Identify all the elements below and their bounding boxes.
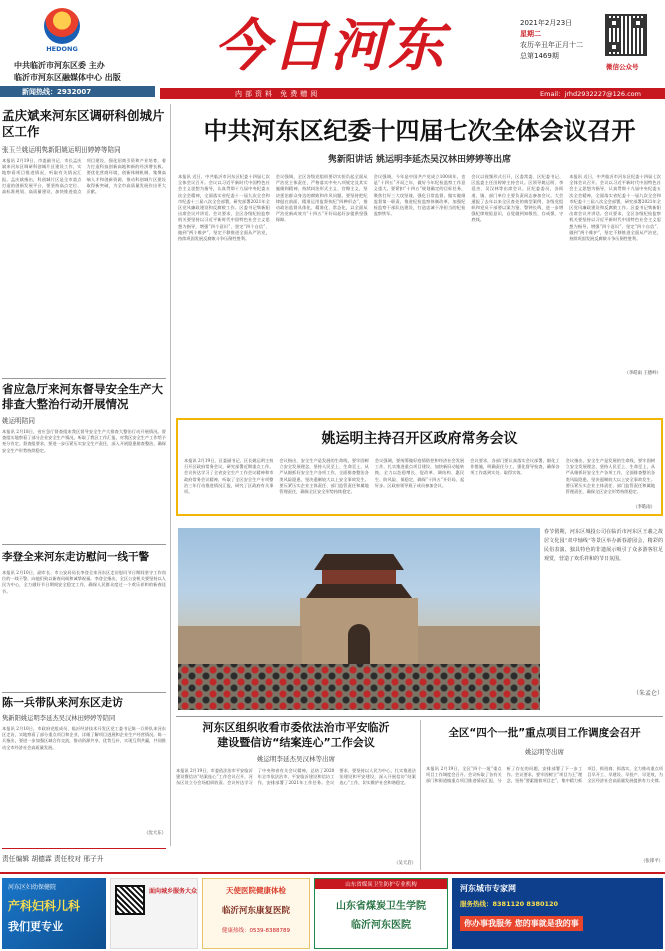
ad-service — [110, 878, 198, 949]
bottom-story-2-headline: 全区“四个一批”重点项目工作调度会召开 — [448, 727, 641, 739]
qr-code — [605, 14, 647, 56]
logo-emblem-icon — [44, 8, 80, 44]
lead-body-col-4: 会议以视频形式召开，区委常委、区纪委书记、区监委主任田婷婷主持会议。区领导姚运明、李延杰、吴汉林等出席会议。区纪委委员，各街道、镇、部门单位主要负责同志参加会议。大会通报了去年以来全区查处的典型案例，各级党组织和党员干部要以案为鉴、警钟长鸣，进一步增强纪律规矩意识，自觉做到知敬畏、存戒惧、守底线。 — [471, 174, 564, 223]
ad5-phone: 服务热线：8381120 8380120 — [460, 900, 559, 908]
left-story-2-headline: 省应急厅来河东督导安全生产大排查大整治行动开展情况 — [2, 382, 163, 411]
news-photo — [178, 528, 540, 710]
feature-body — [184, 458, 655, 512]
left-story-4-subhead: 隽新阳姚运明李延杰吴汉林田婷婷等陪同 — [2, 715, 116, 722]
column-divider — [420, 720, 421, 870]
feature-story-box — [176, 418, 663, 516]
ad5-main: 你办事我服务 您的事就是我的事 — [460, 916, 583, 931]
hotline-bar — [0, 86, 155, 97]
photo-credit: （朱孟仑） — [632, 690, 663, 697]
left-story-4 — [2, 696, 166, 846]
left-story-2-subhead: 姚运明陪同 — [2, 417, 35, 425]
lead-headline: 中共河东区纪委十四届七次全体会议召开 — [203, 117, 636, 145]
issue-number: 总第1469期 — [520, 52, 559, 60]
feature-body-col-1: 本报讯 2月19日，区委副书记、区长姚运明主持召开区政府常务会议，研究部署近期重点工作。会议传达学习了全省安全生产工作会议精神和市政府常务会议精神，听取了全区安全生产专项整治三年行动推进情况汇报，研究了区政府有关事项。 — [184, 458, 274, 495]
ad4-top: 山东省煤炭卫生防护专业机构 — [315, 879, 447, 889]
ad1-sub: 我们更专业 — [8, 920, 63, 933]
left-story-4-body: 本报讯 2月10日，市政府党组成员、临沂经济技术开发区党工委书记陈一兵带队来河东区走访，实地察看了部分重点项目和企业，详细了解项目进展和企业生产经营情况。陈一兵指出，要进一步加强区域合作交流，推动资源共享、优势互补，实现互利共赢，共同推动全市经济社会高质量发展。 — [2, 726, 166, 750]
bottom-story-2 — [426, 720, 663, 870]
bottom-story-1 — [176, 720, 416, 870]
ads-strip — [0, 872, 665, 951]
left-story-1-subhead: 张玉兰姚运明隽新阳姚运明田婷婷等陪同 — [2, 146, 121, 154]
photo-caption: 春节假期，河东区城投公司在临沂市河东区王羲之故居文化园“双中轴线”等景区举办新春游园会，精彩的民俗表演、独具特色的非遗展示吸引了众多游客驻足观赏，营造了欢乐祥和的节日氛围。 — [544, 529, 663, 562]
ad-city-service — [452, 878, 663, 949]
left-story-4-signature: （沈大东） — [144, 831, 166, 836]
bottom-story-2-body: 本报讯 2月19日，全区“四个一批”重点项目工作调度会召开。会议听取了各有关部门和街道镇重点项目推进情况汇报，分析了存在的问题，安排部署了下一步工作。会议要求，要牢固树立“项目为王”理念，坚持“要素跟着项目走”，集中精力抓项目、抓招商、抓落实，全力推动重点项目早开工、早建设、早投产、早见效，为全区经济社会高质量发展提供有力支撑。 — [426, 766, 663, 784]
photo-caption-box — [544, 528, 663, 710]
ad-rehab-hospital — [202, 878, 310, 949]
divider — [2, 378, 166, 379]
lead-signature: （李皓雨 王德岭） — [624, 371, 661, 376]
bottom-story-1-headline: 河东区组织收看市委依法治市平安临沂建设暨信访“结案连心”工作会议 — [202, 721, 390, 749]
lead-body-col-5-text: 本报讯 近日，中共临沂市河东区纪委十四届七次全体会议召开。会议以习近平新时代中国特色社会主义思想为指导，认真贯彻十九届中央纪委五次全会精神，全面落实省纪委十一届九次全会和市纪委十三届八次全会部署，研究部署2021年全区党风廉政建设和反腐败工作。区委书记隽新阳出席会议并讲话。会议要求，全区各级纪检监察机关要坚持以习近平新时代中国特色社会主义思想为指导，增强“四个意识”、坚定“四个自信”、做到“两个维护”，坚定不移推进全面从严治党，持续巩固发展反腐败斗争压倒性胜利。 — [569, 174, 661, 242]
bottom-story-2-subhead: 姚运明等出席 — [525, 748, 564, 756]
ad2-title: 面向城乡服务大众 — [149, 888, 197, 895]
feature-body-col-3: 会议强调，要统筹做好疫情防控和经济社会发展工作，扎实推进重点项目建设，加快新旧动能转换，全力以赴稳增长、促改革、调结构、惠民生、防风险、保稳定，确保“十四五”开好局、起好步。区政府领导班子成员参加会议。 — [374, 458, 465, 488]
divider — [2, 544, 166, 545]
left-story-3 — [2, 550, 166, 690]
lunar-date: 农历辛丑年正月十二 — [520, 41, 583, 49]
hotline-text: 新闻热线：2932007 — [22, 88, 92, 96]
feature-body-col-5 — [566, 458, 655, 512]
side-wall-right — [418, 626, 540, 666]
feature-body-col-4: 会议要求，各部门要认真落实会议部署，细化工作措施，明确责任分工，强化督导检查，确保各项工作落到实处、取得实效。 — [470, 458, 560, 476]
ad3-main: 临沂河东康复医院 — [221, 906, 290, 916]
bottom-story-1-subhead: 姚运明李延杰吴汉林等出席 — [257, 755, 335, 763]
divider — [2, 692, 166, 693]
bottom-story-1-body: 本报讯 2月19日，市委依法治市平安临沂建设暨信访“结案连心”工作会议召开，河东区设立分会场组织收看。会议传达学习了中央和省有关会议精神，总结了2020年全市依法治市、平安临沂建设和信访工作，安排部署了2021年工作任务。会议要求，要坚持以人民为中心，扎实推进法治建设和平安建设，深入开展信访“结案连心”工作，切实维护社会和谐稳定。 — [176, 768, 416, 786]
ad1-title: 河东区妇幼保健院 — [8, 884, 57, 891]
ad2-qr-code — [115, 885, 145, 915]
logo-text: HEDONG — [46, 45, 78, 53]
ad3-phone: 健康热线：0539-8388789 — [222, 928, 290, 934]
qr-caption: 微信公众号 — [606, 63, 639, 71]
banner-free-note: 内部资料 免费赠阅 — [235, 90, 321, 98]
title-banner — [160, 88, 665, 99]
feature-headline: 姚运明主持召开区政府常务会议 — [321, 431, 518, 447]
lead-body-col-5 — [569, 174, 661, 379]
ad-maternity-hospital — [2, 878, 106, 949]
left-story-1 — [2, 108, 166, 380]
feature-signature: （李皓雨） — [633, 505, 656, 510]
ad4-main: 山东省煤炭卫生学院 — [336, 901, 426, 912]
email-text: Email：jrhd2932227@126.com — [540, 90, 641, 98]
masthead — [0, 0, 665, 100]
crowd-illustration — [178, 664, 540, 710]
left-story-1-headline: 孟庆斌来河东区调研科创城片区工作 — [2, 108, 165, 139]
publisher-line-1: 中共临沂市河东区委 主办 — [14, 61, 105, 70]
side-wall-left — [178, 626, 302, 666]
ad3-title: 天使医院健康体检 — [226, 886, 286, 895]
ad-coal-hospital — [314, 878, 448, 949]
left-story-2-body: 本报讯 2月18日，省应急厅督查组来我区督导安全生产大排查大整治行动开展情况。督查组实地察看了部分企业安全生产情况，听取了我区工作汇报，对我区安全生产工作给予充分肯定。督查组要求，要进一步压紧压实安全生产责任，深入开展隐患排查整治，确保安全生产形势持续稳定。 — [2, 429, 166, 453]
bottom-story-1-signature: （吴天启） — [394, 861, 416, 866]
left-story-3-headline: 李登全来河东走访慰问一线干警 — [2, 551, 149, 563]
publisher-line-2: 临沂市河东区融媒体中心 出版 — [14, 73, 121, 82]
hedong-logo — [40, 8, 84, 52]
feature-body-col-2: 会议指出，安全生产是发展的生命线，要牢固树立安全发展理念，坚持人民至上、生命至上，从严从细抓好安全生产各项工作，全面排查整治各类风险隐患，坚决遏制较大以上安全事故发生。要压紧压实企业主体责任、部门监管责任和属地管理责任，确保全区安全形势持续稳定。 — [279, 458, 369, 495]
lead-story — [176, 104, 663, 389]
left-story-2 — [2, 382, 166, 542]
feature-body-col-5-text: 会议指出，安全生产是发展的生命线，要牢固树立安全发展理念，坚持人民至上、生命至上，从严从细抓好安全生产各项工作，全面排查整治各类风险隐患，坚决遏制较大以上安全事故发生。要压紧压实企业主体责任、部门监管责任和属地管理责任，确保全区安全形势持续稳定。 — [565, 458, 656, 495]
date-line: 2021年2月23日 — [520, 19, 573, 27]
lead-body-col-1: 本报讯 近日，中共临沂市河东区纪委十四届七次全体会议召开。会议以习近平新时代中国特色社会主义思想为指导，认真贯彻十九届中央纪委五次全会精神，全面落实省纪委十一届九次全会和市纪委十三届八次全会部署，研究部署2021年全区党风廉政建设和反腐败工作。区委书记隽新阳出席会议并讲话。会议要求，全区各级纪检监察机关要坚持以习近平新时代中国特色社会主义思想为指导，增强“四个意识”、坚定“四个自信”、做到“两个维护”，坚定不移推进全面从严治党，持续巩固发展反腐败斗争压倒性胜利。 — [178, 174, 270, 242]
left-story-4-headline: 陈一兵带队来河东区走访 — [2, 696, 123, 709]
weekday: 星期二 — [520, 30, 541, 38]
editor-credits: 责任编辑 胡德霖 责任校对 邢子升 — [2, 855, 104, 863]
ad4-sub: 临沂河东医院 — [351, 920, 411, 931]
page-footer-editors — [2, 848, 166, 866]
lead-body — [178, 174, 661, 379]
bottom-story-2-signature: （张锋平） — [641, 859, 663, 864]
paper-title: 今日河东 — [214, 13, 446, 79]
left-story-1-body: 本报讯 2月19日，市委副书记、市长孟庆斌来河东区调研科创城片区建设工作，实地察看项目推进情况，听取有关情况汇报。孟庆斌指出，科创城片区是全市重点打造的创新发展平台，要坚持高点定位、高标准规划、高质量建设，加快推进重点项目建设，强化招商引资和产业培育，着力打造科技创新高地和新的经济增长极。要优化营商环境，创新体制机制，集聚高端人才和创新资源，推动科创城片区建设取得新突破，为全市高质量发展作出更大贡献。 — [2, 158, 166, 195]
ad1-main: 产科妇科儿科 — [8, 899, 81, 913]
ad5-title: 河东城市专家网 — [460, 884, 516, 893]
date-block — [520, 18, 598, 62]
divider — [176, 716, 663, 717]
left-story-3-body: 本报讯 2月10日，副市长、市公安局局长李登全来河东区走访慰问节日期间坚守工作岗位的一线干警，向他们致以新春问候和诚挚祝福。李登全指出，全区公安机关要坚持以人民为中心，全力做好节日期间安全稳定工作，确保人民群众度过一个欢乐祥和的新春佳节。 — [2, 570, 166, 594]
column-divider — [170, 104, 171, 846]
lead-subhead: 隽新阳讲话 姚运明李延杰吴汉林田婷婷等出席 — [327, 155, 512, 165]
gate-tower-illustration — [300, 554, 418, 664]
lead-body-col-3: 会议强调，今年是中国共产党成立100周年，也是“十四五”开局之年，做好今年纪检监察工作意义重大。要紧扣“十四五”规划确定的目标任务，聚焦打好三大攻坚战，强化日常监督，做实做细监督第一职责，推进纪检监察体制改革，加强纪检监察干部队伍建设，打造忠诚干净担当的纪检监察铁军。 — [373, 174, 466, 217]
lead-body-col-2: 会议强调，全区各级党组织要切实担负起全面从严治党主体责任，严格落实中央八项规定及其实施细则精神，持续纠治形式主义、官僚主义，坚决惩治群众身边的腐败和作风问题。要坚持把纪律挺在前面，精准运用监督执纪“四种形态”，推动政治监督具体化、精准化、常态化，以全面从严治党新成效为“十四五”开好局起好步提供坚强保障。 — [275, 174, 368, 223]
